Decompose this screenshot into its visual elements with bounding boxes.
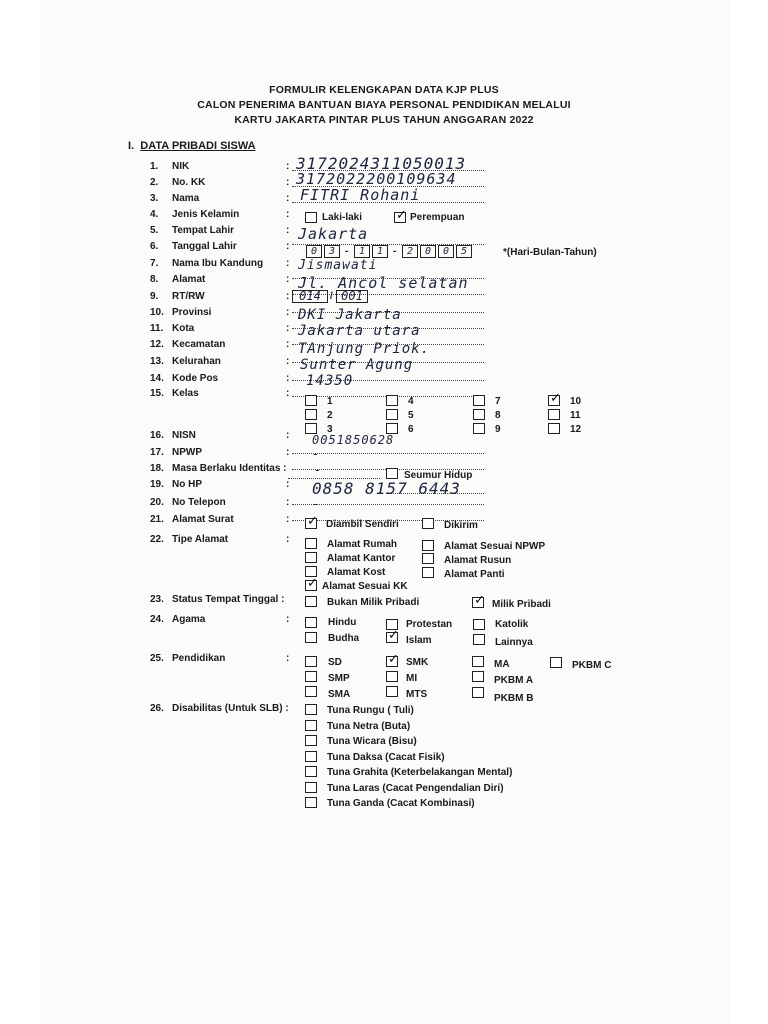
form-title-line3: KARTU JAKARTA PINTAR PLUS TAHUN ANGGARAN 2022 — [234, 114, 534, 126]
milik-pribadi-label: Milik Pribadi — [492, 599, 551, 610]
field-colon: : — [286, 258, 290, 269]
disabilitas-label: Tuna Ganda (Cacat Kombinasi) — [327, 798, 475, 809]
field-number: 9. — [150, 291, 159, 302]
birth-month-digit[interactable]: 1 — [354, 245, 370, 258]
gender-male-checkbox[interactable] — [305, 212, 317, 223]
disabilitas-checkbox[interactable] — [305, 720, 317, 731]
field-number: 4. — [150, 209, 159, 220]
field-colon: : — [286, 323, 290, 334]
field-colon: : — [286, 161, 290, 172]
disabilitas-checkbox[interactable] — [305, 766, 317, 777]
sd-label: SD — [328, 657, 342, 668]
alamat-kantor-checkbox[interactable] — [305, 552, 317, 563]
field-colon: : — [286, 373, 290, 384]
alamat-rusun-checkbox[interactable] — [422, 553, 434, 564]
date-separator: - — [393, 246, 397, 257]
field-colon: : — [286, 241, 290, 252]
kelas-checkbox[interactable] — [548, 409, 560, 420]
islam-label: Islam — [406, 635, 432, 646]
rt-box[interactable]: 014 — [292, 290, 328, 303]
section-number: I. — [128, 140, 135, 152]
milik-pribadi-checkbox[interactable] — [472, 597, 484, 608]
disabilitas-checkbox[interactable] — [305, 735, 317, 746]
alamat-rumah-label: Alamat Rumah — [327, 539, 398, 550]
alamat-kk-label: Alamat Sesuai KK — [322, 581, 408, 592]
alamat-kost-label: Alamat Kost — [327, 567, 386, 578]
disabilitas-label: Tuna Netra (Buta) — [327, 720, 411, 732]
katolik-checkbox[interactable] — [473, 619, 485, 630]
mi-label: MI — [406, 673, 418, 684]
nik-value[interactable]: 3172024311050013 — [296, 154, 467, 173]
birth-day-digit[interactable]: 0 — [306, 245, 322, 258]
birth-year-digit[interactable]: 5 — [456, 245, 472, 258]
field-colon: : — [286, 356, 290, 367]
kelas-checkbox[interactable] — [473, 395, 485, 406]
birth-year-digit[interactable]: 0 — [438, 245, 454, 258]
field-number: 5. — [150, 225, 159, 236]
telepon-value[interactable]: - — [312, 497, 321, 511]
ma-label: MA — [494, 659, 510, 670]
field-colon: : — [286, 339, 290, 350]
field-colon: : — [286, 479, 290, 490]
field-number: 3. — [150, 193, 159, 204]
disabilitas-label: Tuna Laras (Cacat Pengendalian Diri) — [327, 782, 504, 794]
ibu-value[interactable]: Jismawati — [298, 258, 378, 273]
birth-year-digit[interactable]: 0 — [420, 245, 436, 258]
disabilitas-label: Tuna Daksa (Cacat Fisik) — [327, 751, 445, 763]
alamat-value[interactable]: Jl. Ancol selatan — [298, 274, 469, 292]
field-label: NPWP — [172, 447, 202, 458]
date-format-note: *(Hari-Bulan-Tahun) — [503, 247, 597, 258]
field-label: NISN — [172, 430, 196, 441]
kelas-checkbox[interactable] — [548, 395, 560, 406]
field-number: 16. — [150, 430, 164, 441]
kelas-label: 5 — [408, 410, 414, 421]
kelas-label: 7 — [495, 396, 501, 407]
field-label: Kode Pos — [172, 373, 219, 384]
seumur-hidup-checkbox[interactable] — [386, 468, 398, 479]
field-colon: : — [286, 447, 290, 458]
dikirim-label: Dikirim — [444, 520, 478, 531]
kelas-checkbox[interactable] — [386, 409, 398, 420]
field-number: 19. — [150, 479, 164, 490]
field-label: Disabilitas (Untuk SLB) : — [172, 703, 289, 714]
field-label: Kelas — [172, 388, 199, 399]
alamat-panti-checkbox[interactable] — [422, 567, 434, 578]
nama-value[interactable]: FITRI Rohani — [300, 186, 421, 204]
field-number: 17. — [150, 447, 164, 458]
field-label: NIK — [172, 161, 190, 172]
disabilitas-checkbox[interactable] — [305, 751, 317, 762]
rw-box[interactable]: 001 — [336, 290, 368, 303]
field-label: Provinsi — [172, 307, 212, 318]
hindu-checkbox[interactable] — [305, 617, 317, 628]
kelas-label: 1 — [327, 396, 333, 407]
field-number: 22. — [150, 534, 164, 545]
field-label: Jenis Kelamin — [172, 209, 240, 220]
masa-value[interactable]: - — [314, 463, 323, 477]
seumur-hidup-label: Seumur Hidup — [404, 470, 473, 481]
kelas-label: 10 — [570, 396, 582, 407]
alamat-kantor-label: Alamat Kantor — [327, 553, 396, 564]
field-colon: : — [286, 225, 290, 236]
islam-checkbox[interactable] — [386, 632, 398, 643]
kelas-label: 2 — [327, 410, 333, 421]
field-colon: : — [286, 291, 290, 302]
budha-label: Budha — [328, 633, 360, 644]
pkbm-b-label: PKBM B — [494, 693, 534, 704]
field-label: Nama — [172, 193, 200, 204]
kelas-checkbox[interactable] — [305, 409, 317, 420]
lainnya-checkbox[interactable] — [473, 634, 485, 645]
field-number: 8. — [150, 274, 159, 285]
field-label: No. KK — [172, 177, 206, 188]
date-separator: - — [345, 246, 349, 257]
field-label: Pendidikan — [172, 653, 226, 664]
kelas-label: 9 — [495, 424, 501, 435]
birth-day-digit[interactable]: 3 — [324, 245, 340, 258]
field-number: 10. — [150, 307, 164, 318]
kelas-checkbox[interactable] — [305, 395, 317, 406]
kota-value[interactable]: Jakarta utara — [298, 323, 421, 339]
field-label: RT/RW — [172, 291, 205, 302]
field-colon: : — [286, 614, 290, 625]
pkbm-c-checkbox[interactable] — [550, 657, 562, 668]
field-label: Tempat Lahir — [172, 225, 235, 236]
disabilitas-checkbox[interactable] — [305, 797, 317, 808]
field-number: 21. — [150, 514, 164, 525]
field-label: Masa Berlaku Identitas : — [172, 463, 287, 474]
kk-value[interactable]: 3172022200109634 — [296, 170, 457, 188]
mts-checkbox[interactable] — [386, 686, 398, 697]
kelas-checkbox[interactable] — [473, 423, 485, 434]
field-label: Tanggal Lahir — [172, 241, 237, 252]
field-number: 1. — [150, 161, 159, 172]
field-label: Kota — [172, 323, 195, 334]
nisn-value[interactable]: 0051850628 — [312, 433, 395, 447]
field-colon: : — [286, 514, 290, 525]
hindu-label: Hindu — [328, 617, 357, 628]
alamat-panti-label: Alamat Panti — [444, 569, 505, 580]
field-label: Alamat — [172, 274, 206, 285]
provinsi-value[interactable]: DKI Jakarta — [298, 307, 402, 323]
lainnya-label: Lainnya — [495, 637, 533, 648]
field-label: No HP — [172, 479, 202, 490]
field-colon: : — [286, 209, 290, 220]
field-colon: : — [286, 497, 290, 508]
mi-checkbox[interactable] — [386, 671, 398, 682]
form-title-line1: FORMULIR KELENGKAPAN DATA KJP PLUS — [269, 84, 499, 96]
field-label: No Telepon — [172, 497, 226, 508]
alamat-rusun-label: Alamat Rusun — [444, 555, 512, 566]
field-colon: : — [286, 193, 290, 204]
budha-checkbox[interactable] — [305, 632, 317, 643]
field-colon: : — [286, 388, 290, 399]
pkbm-a-label: PKBM A — [494, 675, 534, 686]
field-number: 14. — [150, 373, 164, 384]
kecamatan-value[interactable]: TAnjung Priok. — [298, 341, 431, 357]
field-number: 23. — [150, 594, 164, 605]
alamat-npwp-label: Alamat Sesuai NPWP — [444, 541, 546, 552]
field-number: 25. — [150, 653, 164, 664]
sma-checkbox[interactable] — [305, 686, 317, 697]
hp-value[interactable]: 0858 8157 6443 — [312, 479, 461, 498]
ma-checkbox[interactable] — [472, 656, 484, 667]
field-number: 7. — [150, 258, 159, 269]
bukan-milik-label: Bukan Milik Pribadi — [327, 597, 420, 608]
smk-checkbox[interactable] — [386, 656, 398, 667]
npwp-value[interactable]: - — [312, 447, 321, 461]
diambil-sendiri-label: Diambil Sendiri — [326, 519, 399, 530]
kelas-checkbox[interactable] — [548, 423, 560, 434]
katolik-label: Katolik — [495, 619, 529, 630]
field-label: Agama — [172, 614, 206, 625]
field-colon: : — [286, 534, 290, 545]
field-number: 26. — [150, 703, 164, 714]
alamat-npwp-checkbox[interactable] — [422, 540, 434, 551]
field-colon: : — [286, 274, 290, 285]
field-number: 2. — [150, 177, 159, 188]
dikirim-checkbox[interactable] — [422, 518, 434, 529]
field-label: Status Tempat Tinggal : — [172, 594, 285, 605]
field-label: Alamat Surat — [172, 514, 234, 525]
kelas-label: 4 — [408, 396, 414, 407]
section-title: DATA PRIBADI SISWA — [140, 140, 256, 152]
sd-checkbox[interactable] — [305, 656, 317, 667]
pkbm-a-checkbox[interactable] — [472, 671, 484, 682]
form-title-line2: CALON PENERIMA BANTUAN BIAYA PERSONAL PENDIDIKAN MELALUI — [197, 99, 571, 111]
field-number: 13. — [150, 356, 164, 367]
birth-month-digit[interactable]: 1 — [372, 245, 388, 258]
kodepos-value[interactable]: 14350 — [306, 373, 354, 389]
kelas-label: 12 — [570, 424, 582, 435]
kelas-label: 8 — [495, 410, 501, 421]
field-colon: : — [286, 653, 290, 664]
field-number: 18. — [150, 463, 164, 474]
field-colon: : — [286, 430, 290, 441]
disabilitas-label: Tuna Rungu ( Tuli) — [327, 705, 414, 716]
kelurahan-value[interactable]: Sunter Agung — [300, 357, 414, 373]
field-number: 6. — [150, 241, 159, 252]
field-label: Kecamatan — [172, 339, 226, 350]
field-label: Kelurahan — [172, 356, 221, 367]
kelas-checkbox[interactable] — [473, 409, 485, 420]
smp-label: SMP — [328, 673, 350, 684]
tempat-lahir-value[interactable]: Jakarta — [298, 225, 369, 243]
kelas-label: 3 — [327, 424, 333, 435]
rtrw-separator: / — [330, 291, 333, 302]
kelas-label: 11 — [570, 410, 581, 421]
gender-female-label: Perempuan — [410, 212, 465, 223]
field-number: 15. — [150, 388, 164, 399]
protestan-label: Protestan — [406, 619, 453, 630]
field-number: 11. — [150, 323, 164, 334]
kelas-checkbox[interactable] — [386, 395, 398, 406]
field-label: Tipe Alamat — [172, 534, 229, 545]
diambil-sendiri-checkbox[interactable] — [305, 518, 317, 529]
gender-female-checkbox[interactable] — [394, 212, 406, 223]
field-number: 20. — [150, 497, 164, 508]
alamat-kk-checkbox[interactable] — [305, 580, 317, 591]
bukan-milik-checkbox[interactable] — [305, 596, 317, 607]
field-number: 12. — [150, 339, 164, 350]
birth-year-digit[interactable]: 2 — [402, 245, 418, 258]
field-colon: : — [286, 177, 290, 188]
disabilitas-checkbox[interactable] — [305, 704, 317, 715]
field-colon: : — [286, 307, 290, 318]
field-label: Nama Ibu Kandung — [172, 258, 264, 269]
field-number: 24. — [150, 614, 164, 625]
sma-label: SMA — [328, 689, 351, 700]
pkbm-b-checkbox[interactable] — [472, 687, 484, 698]
gender-male-label: Laki-laki — [322, 212, 363, 223]
smk-label: SMK — [406, 657, 429, 668]
mts-label: MTS — [406, 689, 428, 700]
disabilitas-label: Tuna Grahita (Keterbelakangan Mental) — [327, 767, 513, 778]
section-heading — [128, 140, 256, 152]
alamat-rumah-checkbox[interactable] — [305, 538, 317, 549]
pkbm-c-label: PKBM C — [572, 660, 612, 671]
smp-checkbox[interactable] — [305, 671, 317, 682]
disabilitas-checkbox[interactable] — [305, 782, 317, 793]
kelas-label: 6 — [408, 424, 414, 435]
disabilitas-label: Tuna Wicara (Bisu) — [327, 736, 417, 747]
